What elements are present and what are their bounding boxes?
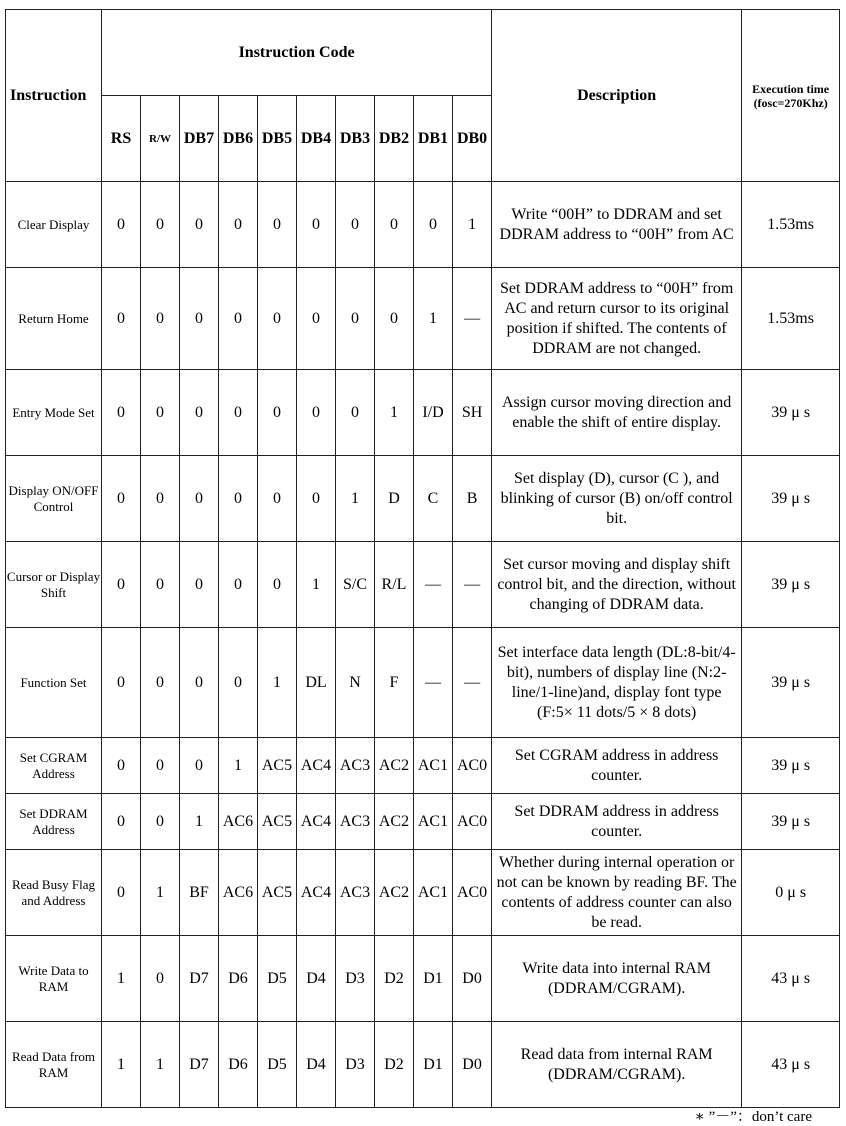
bit-header-db5: DB5 [258,96,297,182]
instruction-description: Assign cursor moving direction and enable the shift of entire display. [492,370,742,456]
execution-time: 39 μ s [742,370,840,456]
execution-time-frequency: (fosc=270Khz) [753,95,828,110]
bit-cell: D2 [375,1022,414,1108]
bit-cell: D4 [297,1022,336,1108]
bit-cell: 0 [180,268,219,370]
bit-cell: 1 [258,628,297,738]
execution-time: 39 μ s [742,794,840,850]
execution-time: 0 μ s [742,850,840,936]
bit-cell: SH [453,370,492,456]
instruction-description: Set DDRAM address to “00H” from AC and return cursor to its original position if shifted. The contents of DDRAM are not changed. [492,268,742,370]
bit-cell: DL [297,628,336,738]
bit-header-db4: DB4 [297,96,336,182]
bit-cell: 0 [141,542,180,628]
bit-cell: I/D [414,370,453,456]
bit-cell: 0 [375,268,414,370]
instruction-name: Set CGRAM Address [6,738,102,794]
instruction-rows [6,182,840,1108]
bit-cell: 1 [141,1022,180,1108]
bit-cell: 0 [219,182,258,268]
bit-cell: B [453,456,492,542]
bit-cell: 0 [219,542,258,628]
instruction-table-document [5,9,840,1108]
execution-time-header [742,10,840,182]
bit-cell: 0 [297,268,336,370]
bit-cell: 0 [141,456,180,542]
bit-cell: 0 [180,456,219,542]
bit-cell: 1 [141,850,180,936]
execution-time: 1.53ms [742,182,840,268]
instruction-name: Set DDRAM Address [6,794,102,850]
bit-cell: 0 [258,268,297,370]
bit-cell: F [375,628,414,738]
bit-cell: D3 [336,936,375,1022]
bit-cell: D2 [375,936,414,1022]
bit-cell: 0 [258,370,297,456]
table-row [6,542,840,628]
bit-cell: 0 [102,456,141,542]
bit-cell: 1 [180,794,219,850]
instruction-name: Cursor or Display Shift [6,542,102,628]
bit-cell: AC3 [336,850,375,936]
bit-cell: 0 [141,182,180,268]
bit-cell: 0 [180,370,219,456]
table-row [6,628,840,738]
bit-cell: AC2 [375,850,414,936]
bit-cell: AC2 [375,794,414,850]
bit-cell: D7 [180,936,219,1022]
bit-cell: S/C [336,542,375,628]
instruction-name: Display ON/OFF Control [6,456,102,542]
bit-cell: AC3 [336,738,375,794]
bit-cell: AC6 [219,850,258,936]
bit-cell: 0 [336,370,375,456]
instruction-code-header: Instruction Code [102,10,492,96]
instruction-header: Instruction [6,10,102,182]
bit-cell: AC5 [258,850,297,936]
bit-cell: 0 [102,182,141,268]
bit-cell: AC4 [297,850,336,936]
instruction-description: Set cursor moving and display shift control bit, and the direction, without changing of DDRAM data. [492,542,742,628]
bit-cell: 0 [336,268,375,370]
bit-cell: 0 [375,182,414,268]
bit-cell: 0 [180,738,219,794]
bit-cell: 1 [297,542,336,628]
bit-cell: D6 [219,936,258,1022]
bit-header-db7: DB7 [180,96,219,182]
execution-time: 39 μ s [742,738,840,794]
bit-cell: AC1 [414,794,453,850]
bit-cell: 1 [102,936,141,1022]
bit-cell: 0 [141,268,180,370]
instruction-name: Entry Mode Set [6,370,102,456]
bit-cell: AC1 [414,738,453,794]
bit-cell: D1 [414,936,453,1022]
bit-cell: 0 [258,542,297,628]
table-row [6,268,840,370]
bit-cell: 0 [102,628,141,738]
bit-cell: 0 [297,182,336,268]
bit-cell: 1 [102,1022,141,1108]
bit-cell: BF [180,850,219,936]
instruction-table [5,9,840,1108]
bit-cell: 0 [141,738,180,794]
bit-cell: AC4 [297,738,336,794]
bit-cell: 0 [141,628,180,738]
bit-cell: 0 [102,370,141,456]
table-row [6,370,840,456]
bit-cell: D [375,456,414,542]
instruction-name: Read Data from RAM [6,1022,102,1108]
bit-cell: 0 [180,628,219,738]
bit-cell: AC5 [258,794,297,850]
instruction-name: Write Data to RAM [6,936,102,1022]
execution-time-label: Execution time [752,81,830,96]
bit-cell: D3 [336,1022,375,1108]
table-row [6,1022,840,1108]
bit-cell: 0 [102,542,141,628]
bit-cell: 0 [141,370,180,456]
bit-cell: D0 [453,936,492,1022]
bit-cell: — [453,268,492,370]
bit-header-rw: R/W [141,96,180,182]
instruction-description: Set display (D), cursor (C ), and blinking of cursor (B) on/off control bit. [492,456,742,542]
bit-cell: — [414,542,453,628]
bit-cell: 0 [219,268,258,370]
bit-cell: 1 [336,456,375,542]
bit-cell: AC3 [336,794,375,850]
table-row [6,850,840,936]
bit-cell: 1 [414,268,453,370]
bit-cell: 0 [219,370,258,456]
bit-cell: AC0 [453,850,492,936]
bit-header-db6: DB6 [219,96,258,182]
bit-cell: 0 [297,456,336,542]
footnote: ∗ ”－”：don’t care [694,1109,812,1125]
table-row [6,456,840,542]
bit-cell: 0 [102,268,141,370]
instruction-description: Set DDRAM address in address counter. [492,794,742,850]
bit-cell: AC1 [414,850,453,936]
bit-cell: R/L [375,542,414,628]
instruction-description: Set CGRAM address in address counter. [492,738,742,794]
bit-cell: 1 [219,738,258,794]
execution-time: 43 μ s [742,936,840,1022]
bit-cell: 0 [219,628,258,738]
bit-cell: D4 [297,936,336,1022]
bit-cell: AC4 [297,794,336,850]
bit-cell: AC0 [453,738,492,794]
bit-header-db3: DB3 [336,96,375,182]
bit-cell: 0 [180,542,219,628]
execution-time: 39 μ s [742,456,840,542]
execution-time: 39 μ s [742,628,840,738]
bit-cell: 0 [180,182,219,268]
bit-cell: 0 [297,370,336,456]
bit-cell: D7 [180,1022,219,1108]
bit-cell: 0 [102,850,141,936]
bit-header-db2: DB2 [375,96,414,182]
bit-header-db1: DB1 [414,96,453,182]
instruction-name: Clear Display [6,182,102,268]
bit-cell: 1 [453,182,492,268]
bit-cell: AC2 [375,738,414,794]
bit-cell: 0 [336,182,375,268]
bit-cell: 0 [141,936,180,1022]
bit-cell: 0 [258,456,297,542]
bit-cell: — [453,542,492,628]
bit-cell: 0 [102,738,141,794]
instruction-description: Whether during internal operation or not can be known by reading BF. The contents of address counter can also be read. [492,850,742,936]
bit-cell: AC5 [258,738,297,794]
bit-cell: AC0 [453,794,492,850]
execution-time: 1.53ms [742,268,840,370]
bit-cell: 1 [375,370,414,456]
execution-time: 39 μ s [742,542,840,628]
bit-cell: 0 [141,794,180,850]
bit-header-rs: RS [102,96,141,182]
bit-cell: N [336,628,375,738]
bit-cell: AC6 [219,794,258,850]
table-row [6,738,840,794]
bit-header-db0: DB0 [453,96,492,182]
execution-time: 43 μ s [742,1022,840,1108]
instruction-name: Function Set [6,628,102,738]
instruction-description: Read data from internal RAM (DDRAM/CGRAM). [492,1022,742,1108]
bit-cell: D5 [258,1022,297,1108]
instruction-description: Set interface data length (DL:8-bit/4-bit), numbers of display line (N:2-line/1-line)and, display font type (F:5× 11 dots/5 × 8 dots) [492,628,742,738]
instruction-description: Write data into internal RAM (DDRAM/CGRAM). [492,936,742,1022]
bit-cell: — [414,628,453,738]
bit-cell: D5 [258,936,297,1022]
instruction-description: Write “00H” to DDRAM and set DDRAM address to “00H” from AC [492,182,742,268]
bit-cell: 0 [102,794,141,850]
instruction-name: Return Home [6,268,102,370]
bit-cell: D1 [414,1022,453,1108]
table-row [6,794,840,850]
bit-cell: — [453,628,492,738]
instruction-name: Read Busy Flag and Address [6,850,102,936]
bit-cell: D0 [453,1022,492,1108]
description-header: Description [492,10,742,182]
bit-cell: C [414,456,453,542]
bit-cell: D6 [219,1022,258,1108]
table-row [6,182,840,268]
bit-cell: 0 [258,182,297,268]
bit-cell: 0 [219,456,258,542]
table-row [6,936,840,1022]
bit-cell: 0 [414,182,453,268]
